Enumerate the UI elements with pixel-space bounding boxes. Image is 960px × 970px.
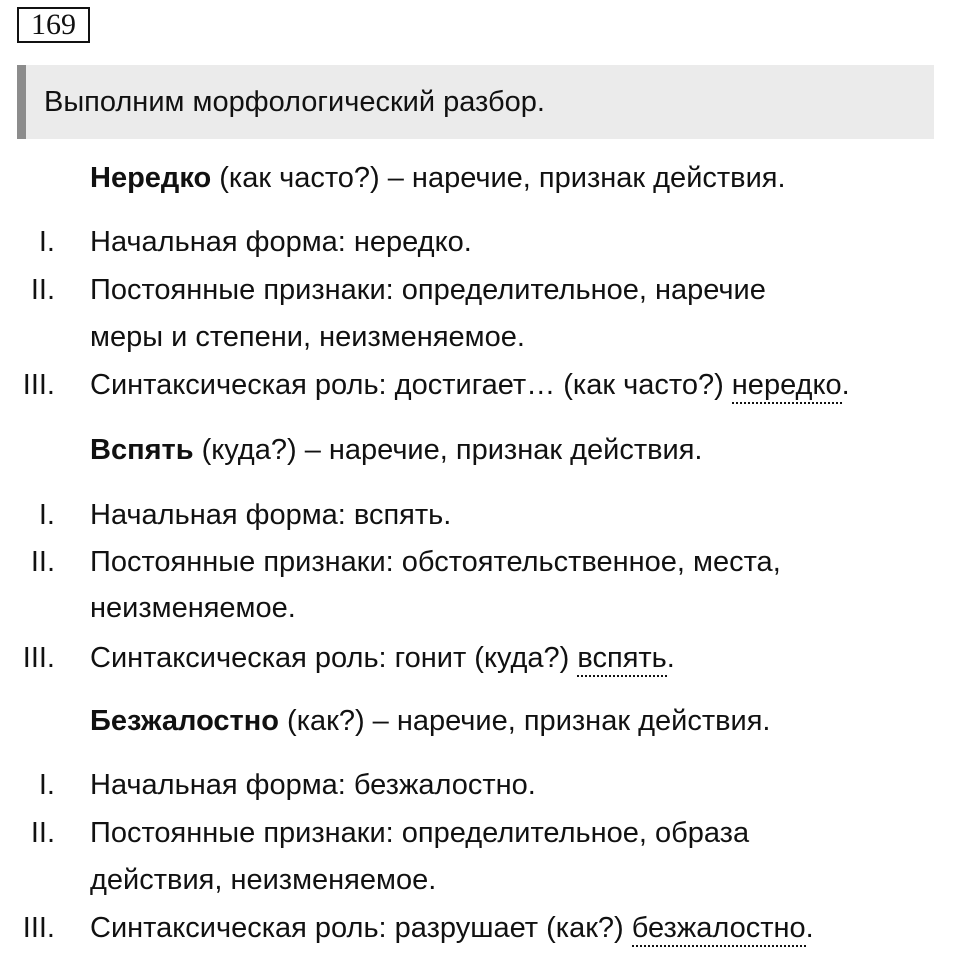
syntax-text: Синтаксическая роль: достигает… (как часто?)	[90, 369, 732, 401]
section-1-definition: (как часто?) – наречие, признак действия.	[211, 162, 786, 194]
syntax-text: Синтаксическая роль: гонит (куда?)	[90, 642, 578, 674]
period: .	[805, 912, 814, 944]
item-text: Начальная форма: нередко.	[90, 226, 472, 258]
section-2-word: Вспять	[90, 434, 194, 466]
section-3-word: Безжалостно	[90, 705, 279, 737]
item-text: Постоянные признаки: обстоятельственное, места,	[90, 546, 781, 578]
section-3-item-2-continuation: действия, неизменяемое.	[90, 864, 437, 896]
instruction-banner	[17, 65, 934, 139]
underlined-adverb: вспять	[577, 642, 666, 677]
numeral: I.	[38, 769, 55, 801]
numeral: II.	[30, 274, 55, 306]
section-1-item-2-continuation: меры и степени, неизменяемое.	[90, 321, 525, 353]
item-text	[90, 642, 675, 675]
section-2-definition: (куда?) – наречие, признак действия.	[193, 434, 703, 466]
exercise-number: 169	[17, 7, 90, 43]
numeral: I.	[38, 226, 55, 258]
section-2-heading	[90, 434, 703, 467]
item-text: Начальная форма: безжалостно.	[90, 769, 536, 801]
item-text	[90, 369, 850, 402]
syntax-text: Синтаксическая роль: разрушает (как?)	[90, 912, 632, 944]
numeral: III.	[22, 369, 55, 401]
section-3-definition: (как?) – наречие, признак действия.	[278, 705, 771, 737]
numeral: I.	[38, 499, 55, 531]
item-text	[90, 912, 814, 945]
numeral: III.	[22, 912, 55, 944]
section-1-heading	[90, 162, 786, 195]
section-3-heading	[90, 705, 770, 738]
section-1-word: Нередко	[90, 162, 212, 194]
numeral: II.	[30, 817, 55, 849]
period: .	[666, 642, 675, 674]
underlined-adverb: нередко	[732, 369, 842, 404]
numeral: III.	[22, 642, 55, 674]
item-text: Постоянные признаки: определительное, наречие	[90, 274, 766, 306]
underlined-adverb: безжалостно	[632, 912, 806, 947]
period: .	[841, 369, 850, 401]
instruction-text: Выполним морфологический разбор.	[44, 86, 545, 118]
item-text: Начальная форма: вспять.	[90, 499, 452, 531]
section-2-item-2-continuation: неизменяемое.	[90, 592, 296, 624]
item-text: Постоянные признаки: определительное, образа	[90, 817, 750, 849]
numeral: II.	[30, 546, 55, 578]
